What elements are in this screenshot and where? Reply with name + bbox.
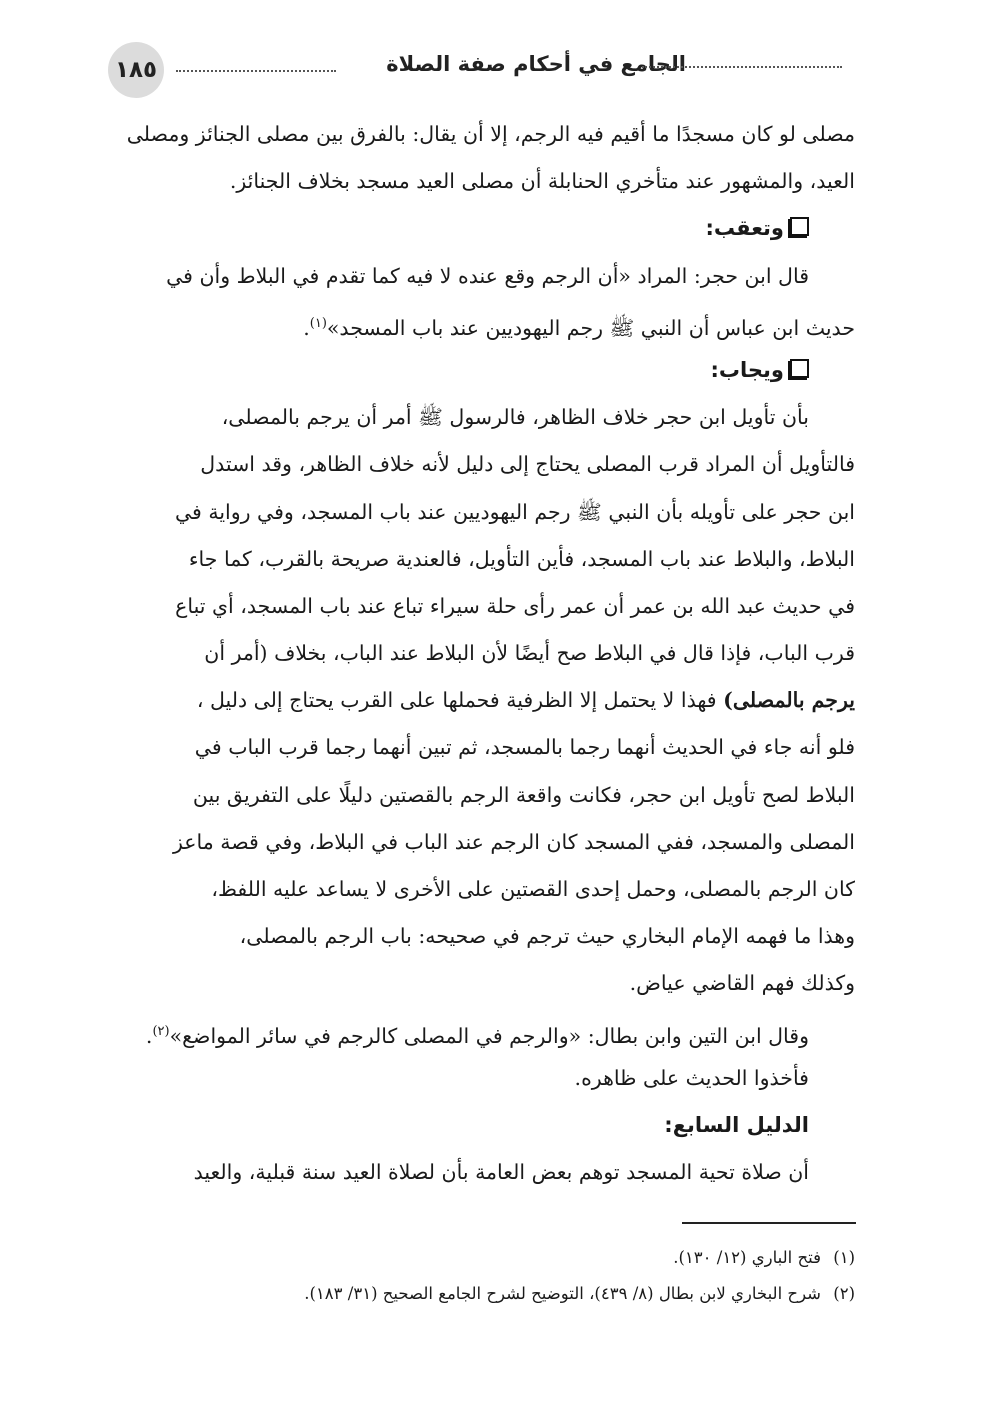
text-line: ابن حجر على تأويله بأن النبي ﷺ رجم اليهوديين عند باب المسجد، وفي رواية في (174, 499, 855, 524)
footnote-ref: (١) (309, 315, 327, 331)
text-line: فأخذوا الحديث على ظاهره. (574, 1065, 809, 1090)
footnotes (120, 1240, 855, 1312)
running-header-title: الجامع في أحكام صفة الصلاة (386, 52, 686, 76)
text-line: حديث ابن عباس أن النبي ﷺ رجم اليهوديين عند باب المسجد»$^{(١)}$. (303, 315, 855, 340)
text-line: البلاط لصح تأويل ابن حجر، فكانت واقعة الرجم بالقصتين دليلًا على التفريق بين (192, 782, 855, 807)
section-heading-seventh-evidence: الدليل السابع: (664, 1112, 809, 1137)
text-line: وهذا ما فهمه الإمام البخاري حيث ترجم في صحيحه: باب الرجم بالمصلى، (239, 924, 855, 949)
text-line: فلو أنه جاء في الحديث أنهما رجما بالمسجد، ثم تبين أنهما رجما قرب الباب في (194, 735, 855, 760)
header-dotted-rule-left (176, 70, 336, 72)
checkbox-square-icon (790, 359, 809, 378)
text-line: قال ابن حجر: المراد «أن الرجم وقع عنده لا فيه كما تقدم في البلاط وأن في (166, 263, 809, 288)
text-line: البلاط، والبلاط عند باب المسجد، فأين التأويل، فالعندية صريحة بالقرب، كما جاء (188, 546, 855, 571)
text-line: قرب الباب، فإذا قال في البلاط صح أيضًا لأن البلاط عند الباب، بخلاف (أمر أن (204, 641, 855, 666)
text-line: مصلى لو كان مسجدًا ما أقيم فيه الرجم، إلا أن يقال: بالفرق بين مصلى الجنائز ومصلى (126, 122, 855, 146)
section-heading-answer: ويجاب: (120, 347, 855, 394)
footnote-separator (682, 1222, 856, 1224)
text-line: كان الرجم بالمصلى، وحمل إحدى القصتين على الأخرى لا يساعد عليه اللفظ، (211, 877, 855, 901)
text-line: المصلى والمسجد، ففي المسجد كان الرجم عند الباب في البلاط، وفي قصة ماعز (173, 829, 855, 854)
text-line: يرجم بالمصلى) فهذا لا يحتمل إلا الظرفية فحملها على القرب يحتاج إلى دليل ، (196, 688, 855, 713)
main-text (120, 111, 855, 1196)
header-dotted-rule-right (642, 66, 842, 68)
text-line: في حديث عبد الله بن عمر أن عمر رأى حلة سيراء تباع عند باب المسجد، أي تباع (175, 593, 855, 618)
text-line: وقال ابن التين وابن بطال: «والرجم في المصلى كالرجم في سائر المواضع»$^{(٢)}$. (145, 1023, 809, 1048)
text-line: أن صلاة تحية المسجد توهم بعض العامة بأن لصلاة العيد سنة قبلية، والعيد (193, 1160, 809, 1185)
checkbox-square-icon (790, 217, 809, 236)
page-number: ١٨٥ (108, 42, 164, 98)
bold-quote: يرجم بالمصلى) (723, 688, 855, 713)
footnote: (١)فتح الباري (١٢/ ١٣٠). (673, 1248, 855, 1267)
text-line: فالتأويل أن المراد قرب المصلى يحتاج إلى دليل لأنه خلاف الظاهر، وقد استدل (200, 452, 855, 477)
text-line: العيد، والمشهور عند متأخري الحنابلة أن مصلى العيد مسجد بخلاف الجنائز. (229, 169, 855, 194)
text-line: وكذلك فهم القاضي عياض. (629, 971, 855, 996)
footnote-ref: (٢) (152, 1023, 170, 1039)
footnote: (٢)شرح البخاري لابن بطال (٨/ ٤٣٩)، التوضيح لشرح الجامع الصحيح (٣١/ ١٨٣). (304, 1284, 855, 1303)
section-heading-objection: وتعقب: (120, 205, 855, 252)
text-line: بأن تأويل ابن حجر خلاف الظاهر، فالرسول ﷺ أمر أن يرجم بالمصلى، (221, 405, 809, 430)
